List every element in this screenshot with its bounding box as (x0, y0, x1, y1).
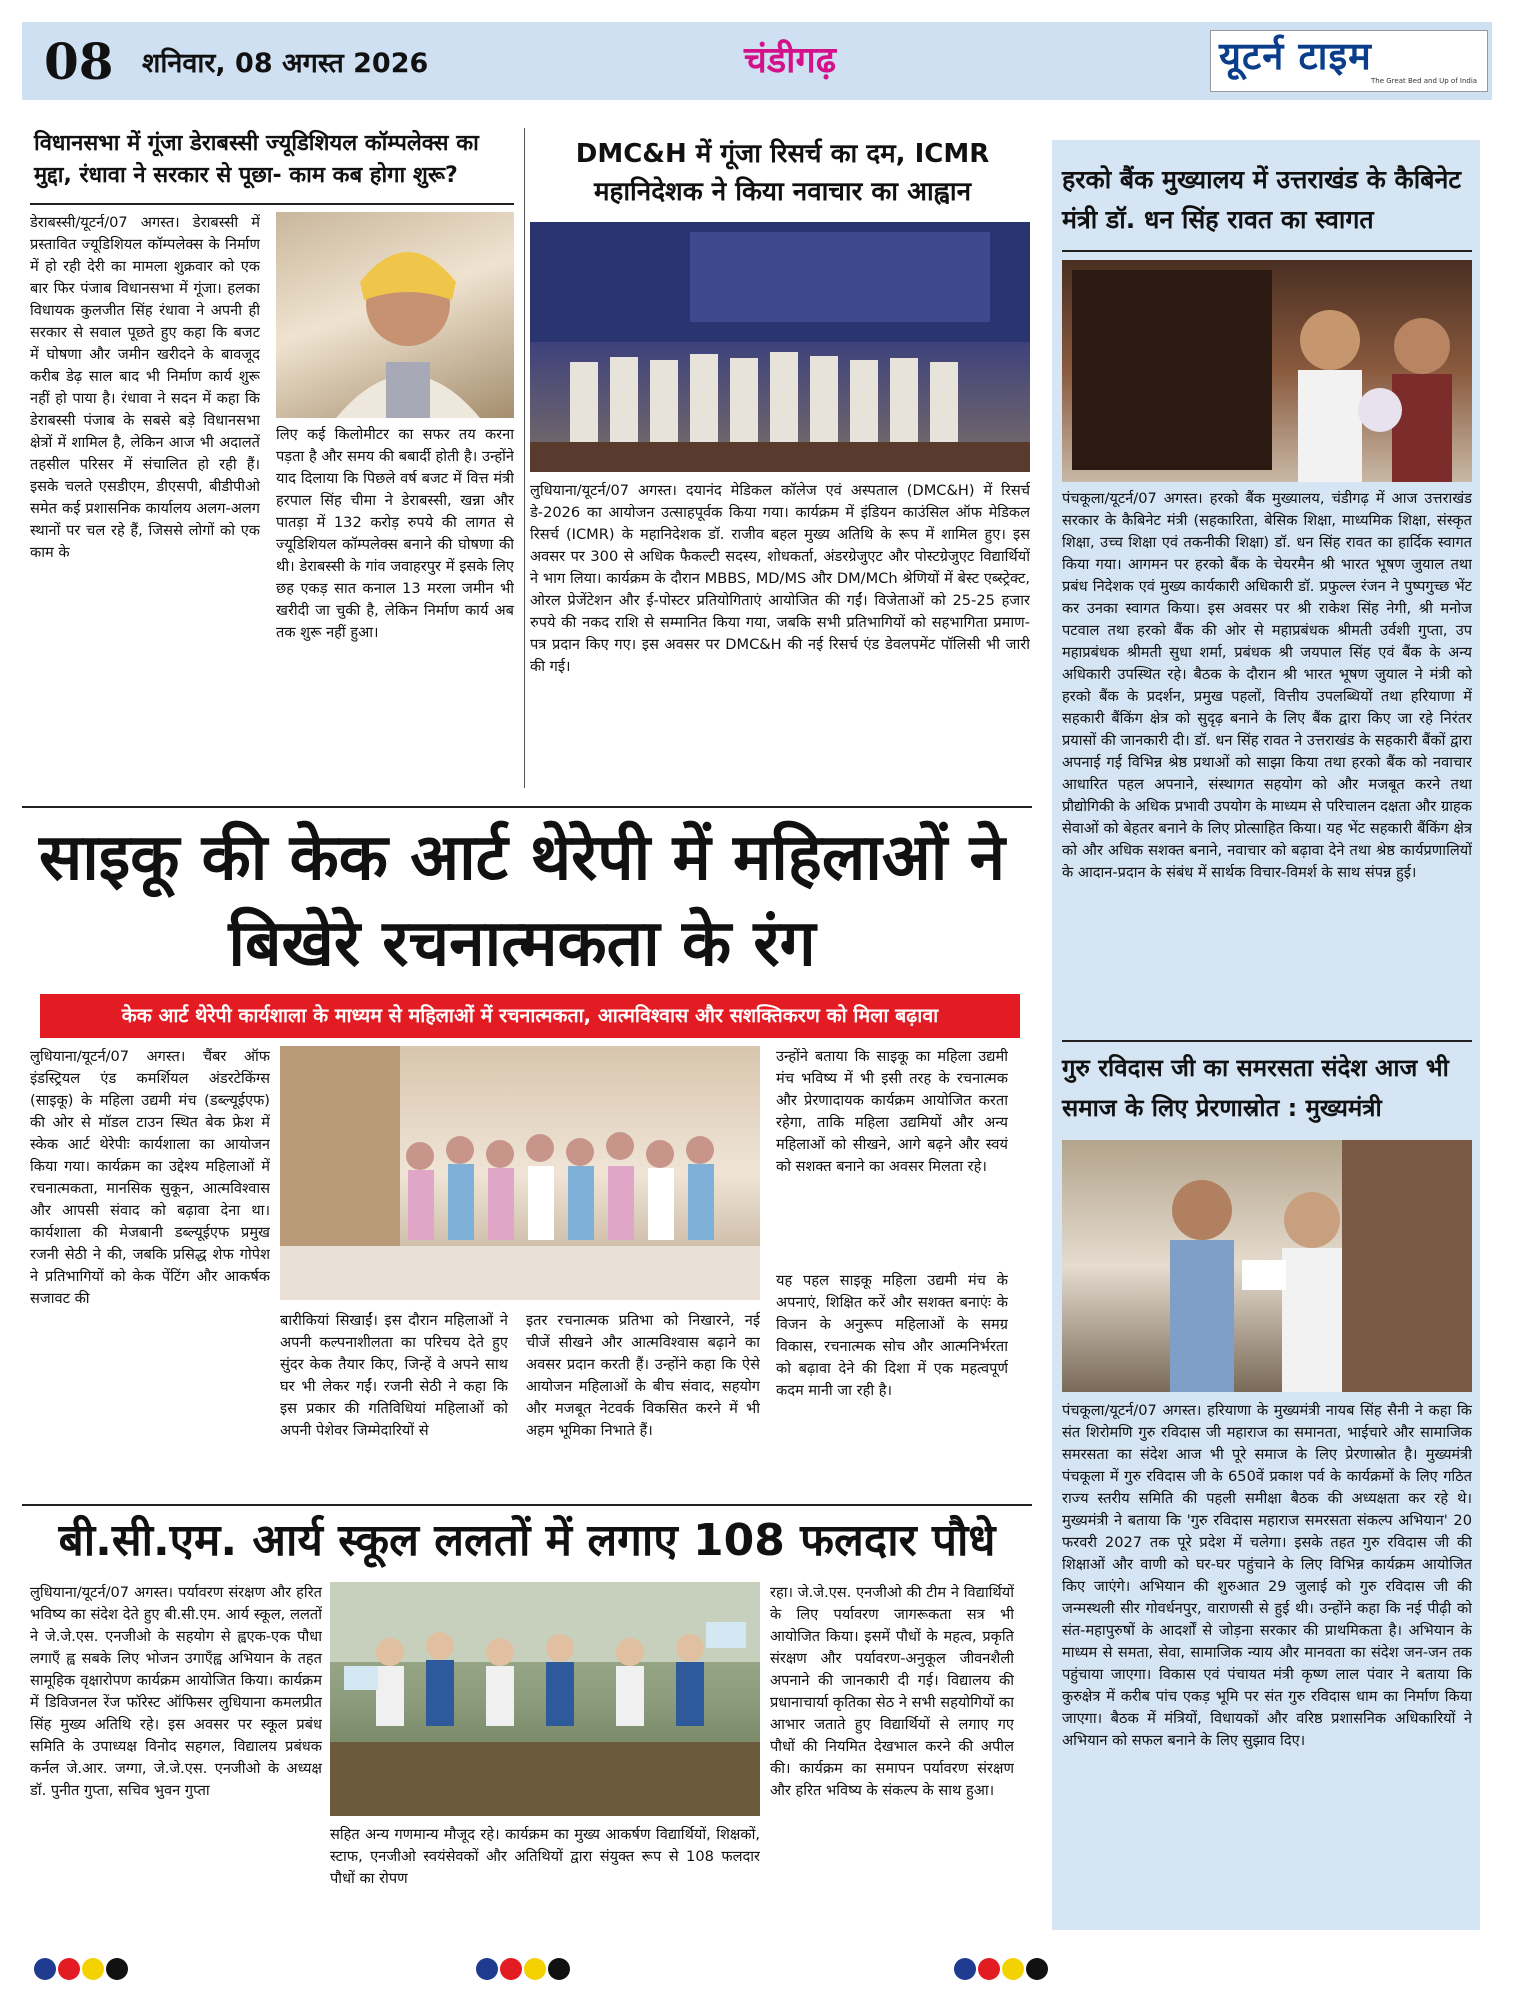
register-dot-blue (476, 1958, 498, 1980)
story5-column-1: लुधियाना/यूटर्न/07 अगस्त। चैंबर ऑफ इंडस्ट्रियल एंड कमर्शियल अंडरटेकिंग्स (साइकू) के महिला उद्यमी मंच (डब्ल्यूईएफ) की ओर से मॉडल टाउन स्थित बेक फ्रेश में स्केक आर्ट थेरेपीः कार्यशाला का आयोजन किया गया। कार्यक्रम का उद्देश्य महिलाओं में रचनात्मकता, मानसिक सुकून, आत्मविश्वास और आपसी संवाद को बढ़ावा देना था। कार्यशाला की मेजबानी डब्ल्यूईएफ प्रमुख रजनी सेठी ने की, जबकि प्रसिद्ध शेफ गोपेश ने प्रतिभागियों को केक पेंटिंग और आकर्षक सजावट की (30, 1048, 270, 1307)
register-dot-yellow (82, 1958, 104, 1980)
register-dot-red (978, 1958, 1000, 1980)
page-number: 08 (44, 32, 114, 91)
story5-subhead-bar: केक आर्ट थेरेपी कार्यशाला के माध्यम से महिलाओं में रचनात्मकता, आत्मविश्वास और सशक्तिकरण को मिला बढ़ावा (40, 994, 1020, 1038)
register-dot-yellow (1002, 1958, 1024, 1980)
story1-photo (276, 212, 514, 418)
story6-headline: बी.सी.एम. आर्य स्कूल ललतों में लगाए 108 फलदार पौधे (58, 1515, 996, 1566)
story2-headline: DMC&H में गूंजा रिसर्च का दम, ICMR महानिदेशक ने किया नवाचार का आह्वान (575, 139, 990, 207)
story5-column-4a: उन्होंने बताया कि साइकू का महिला उद्यमी मंच भविष्य में भी इसी तरह के रचनात्मक और प्रेरणादायक कार्यक्रम आयोजित करता रहेगा, ताकि महिला उद्यमियों और अन्य महिलाओं को सीखने, आगे बढ़ने और स्वयं को सशक्त बनाने का अवसर मिलता रहे। (776, 1048, 1008, 1175)
story2-photo-art (530, 222, 1030, 472)
issue-date: शनिवार, 08 अगस्त 2026 (142, 48, 429, 79)
story5-headline: साइकू की केक आर्ट थेरेपी में महिलाओं ने बिखेरे रचनात्मकता के रंग (38, 821, 1006, 981)
register-dots-center (476, 1958, 572, 1984)
story4-headline: गुरु रविदास जी का समरसता संदेश आज भी समाज के लिए प्रेरणास्रोत : मुख्यमंत्री (1062, 1054, 1449, 1122)
story3-rule (1062, 250, 1472, 252)
story5-top-rule (22, 806, 1032, 808)
story6-top-rule (22, 1504, 1032, 1506)
story5-column-2: बारीकियां सिखाईं। इस दौरान महिलाओं ने अपनी कल्पनाशीलता का परिचय देते हुए सुंदर केक तैयार किए, जिन्हें वे अपने साथ घर भी लेकर गईं। रजनी सेठी ने कहा कि इस प्रकार की गतिविधियां महिलाओं को अपनी पेशेवर जिम्मेदारियों से (280, 1312, 508, 1439)
story6-photo-art (330, 1582, 760, 1816)
register-dot-black (548, 1958, 570, 1980)
story6-column-3: रहा। जे.जे.एस. एनजीओ की टीम ने विद्यार्थियों के लिए पर्यावरण जागरूकता सत्र भी आयोजित किया। इसमें पौधों के महत्व, प्रकृति संरक्षण और पर्यावरण-अनुकूल जीवनशैली अपनाने की जानकारी दी गई। विद्यालय की प्रधानाचार्या कृतिका सेठ ने सभी सहयोगियों का आभार जताते हुए विद्यार्थियों से लगाए गए पौधों की नियमित देखभाल करने की अपील की। कार्यक्रम का समापन पर्यावरण संरक्षण और हरित भविष्य के संकल्प के साथ हुआ। (770, 1584, 1014, 1799)
story4-body: पंचकूला/यूटर्न/07 अगस्त। हरियाणा के मुख्यमंत्री नायब सिंह सैनी ने कहा कि संत शिरोमणि गुरु रविदास जी महाराज का समानता, भाईचारे और सामाजिक समरसता का संदेश आज भी पूरे समाज के लिए प्रेरणास्रोत है। मुख्यमंत्री पंचकूला में गुरु रविदास जी के 650वें प्रकाश पर्व के कार्यक्रमों के लिए गठित राज्य स्तरीय समिति की पहली समीक्षा बैठक की अध्यक्षता कर रहे थे। मुख्यमंत्री ने बताया कि 'गुरु रविदास महाराज समरसता संकल्प अभियान' 20 फरवरी 2027 तक पूरे प्रदेश में चलेगा। इसके तहत गुरु रविदास जी की शिक्षाओं और वाणी को घर-घर पहुंचाने के लिए विभिन्न कार्यक्रम आयोजित किए जाएंगे। अभियान की शुरुआत 29 जुलाई को गुरु रविदास जी की जन्मस्थली सीर गोवर्धनपुर, वाराणसी से हुई थी। उन्होंने कहा कि नई पीढ़ी को संत-महापुरुषों के आदर्शों से जोड़ना सरकार की प्राथमिकता है। अभियान के माध्यम से समता, सेवा, सामाजिक न्याय और मानवता का संदेश जन-जन तक पहुंचाया जाएगा। विकास एवं पंचायत मंत्री कृष्ण लाल पंवार ने बताया कि कुरुक्षेत्र में करीब पांच एकड़ भूमि पर संत गुरु रविदास धाम का निर्माण किया जाएगा। बैठक में मंत्रियों, विधायकों और वरिष्ठ प्रशासनिक अधिकारियों ने अभियान को सफल बनाने के लिए सुझाव दिए। (1062, 1402, 1472, 1749)
story5-photo-art (280, 1046, 760, 1300)
story1-column-1: डेराबस्सी/यूटर्न/07 अगस्त। डेराबस्सी में प्रस्तावित ज्यूडिशियल कॉम्पलेक्स के निर्माण में हो रही देरी का मामला शुक्रवार को एक बार फिर पंजाब विधानसभा में गूंजा। हलका विधायक कुलजीत सिंह रंधावा ने अपनी ही सरकार से सवाल पूछते हुए कहा कि बजट में घोषणा और जमीन खरीदने के बावजूद करीब डेढ़ साल बाद भी निर्माण कार्य शुरू नहीं हो पाया है। रंधावा ने सदन में कहा कि डेराबस्सी पंजाब के सबसे बड़े विधानसभा क्षेत्रों में शामिल है, लेकिन आज भी अदालतें तहसील परिसर में संचालित हो रही हैं। इसके चलते एसडीएम, डीएसपी, बीडीपीओ समेत कई प्रशासनिक कार्यालय अलग-अलग स्थानों पर चल रहे हैं, जिससे लोगों को एक काम के (30, 214, 260, 561)
edition-city: चंडीगढ़ (744, 40, 836, 81)
newspaper-logo (1210, 30, 1488, 92)
logo-text: यूटर्न टाइम (1219, 34, 1372, 78)
register-dot-black (1026, 1958, 1048, 1980)
register-dot-blue (954, 1958, 976, 1980)
story6-column-1: लुधियाना/यूटर्न/07 अगस्त। पर्यावरण संरक्षण और हरित भविष्य का संदेश देते हुए बी.सी.एम. आर्य स्कूल, ललतों ने जे.जे.एस. एनजीओ के सहयोग से ह्वएक-एक पौधा लगाएँ ह्व सबके लिए भोजन उगाएँह्व अभियान के तहत सामूहिक वृक्षारोपण कार्यक्रम आयोजित किया। कार्यक्रम में डिविजनल रेंज फॉरेस्ट ऑफिसर लुधियाना कमलप्रीत सिंह मुख्य अतिथि रहे। इस अवसर पर स्कूल प्रबंध समिति के उपाध्यक्ष विनोद सहगल, विद्यालय प्रबंधक कर्नल जे.आर. जग्गा, जे.जे.एस. एनजीओ के अध्यक्ष डॉ. पुनीत गुप्ता, सचिव भुवन गुप्ता (30, 1584, 322, 1799)
logo-tagline: The Great Bed and Up of India (1371, 77, 1478, 85)
story3-headline: हरको बैंक मुख्यालय में उत्तराखंड के कैबिनेट मंत्री डॉ. धन सिंह रावत का स्वागत (1062, 165, 1461, 234)
register-dot-red (58, 1958, 80, 1980)
story1-headline: विधानसभा में गूंजा डेराबस्सी ज्यूडिशियल कॉम्पलेक्स का मुद्दा, रंधावा ने सरकार से पूछा- काम कब होगा शुरू? (34, 131, 479, 188)
story4-photo-art (1062, 1140, 1472, 1392)
register-dot-blue (34, 1958, 56, 1980)
story5-column-3: इतर रचनात्मक प्रतिभा को निखारने, नई चीजें सीखने और आत्मविश्वास बढ़ाने का अवसर प्रदान करती हैं। उन्होंने कहा कि ऐसे आयोजन महिलाओं के बीच संवाद, सहयोग और मजबूत नेटवर्क विकसित करने में भी अहम भूमिका निभाते हैं। (526, 1312, 760, 1439)
story2-photo (530, 222, 1030, 472)
register-dots-left (34, 1958, 130, 1984)
column-divider (524, 128, 525, 788)
right-column-rule (1062, 1040, 1472, 1042)
register-dot-yellow (524, 1958, 546, 1980)
story3-body: पंचकूला/यूटर्न/07 अगस्त। हरको बैंक मुख्यालय, चंडीगढ़ में आज उत्तराखंड सरकार के कैबिनेट मंत्री (सहकारिता, बेसिक शिक्षा, माध्यमिक शिक्षा, संस्कृत शिक्षा, उच्च शिक्षा एवं तकनीकी शिक्षा) डॉ. धन सिंह रावत का हार्दिक स्वागत किया गया। आगमन पर हरको बैंक के चेयरमैन श्री भारत भूषण जुयाल तथा प्रबंध निदेशक एवं मुख्य कार्यकारी अधिकारी डॉ. प्रफुल्ल रंजन ने पुष्पगुच्छ भेंट कर उनका स्वागत किया। इस अवसर पर श्री राकेश सिंह नेगी, श्री मनोज पटवाल तथा हरको बैंक की ओर से महाप्रबंधक श्रीमती उर्वशी गुप्ता, उप महाप्रबंधक श्रीमती सुधा शर्मा, प्रबंधक श्री जयपाल सिंह एवं बैंक के अन्य अधिकारी उपस्थित रहे। बैठक के दौरान श्री भारत भूषण जुयाल ने मंत्री को हरको बैंक के प्रदर्शन, प्रमुख पहलों, वित्तीय उपलब्धियों तथा हरियाणा में सहकारी बैंकिंग क्षेत्र को सुदृढ़ बनाने के लिए बैंक द्वारा किए जा रहे निरंतर प्रयासों की जानकारी दी। डॉ. धन सिंह रावत ने उत्तराखंड के सहकारी बैंकों द्वारा अपनाई गई विभिन्न श्रेष्ठ प्रथाओं को साझा किया तथा हरको बैंक को नवाचार आधारित पहल अपनाने, संस्थागत सहयोग को और मजबूत करने तथा प्रौद्योगिकी के अधिक प्रभावी उपयोग के माध्यम से परिचालन दक्षता और ग्राहक सेवाओं को बेहतर बनाने के लिए प्रोत्साहित किया। यह भेंट सहकारी बैंकिंग क्षेत्र को और अधिक सशक्त बनाने, नवाचार को बढ़ावा देने तथा श्रेष्ठ कार्यप्रणालियों के आदान-प्रदान के संबंध में सार्थक विचार-विमर्श के साथ संपन्न हुई। (1062, 490, 1472, 881)
story4-photo (1062, 1140, 1472, 1392)
story5-column-4b: यह पहल साइकू महिला उद्यमी मंच के अपनाएं, शिक्षित करें और सशक्त बनाएंः के विजन के अनुरूप महिलाओं के समग्र विकास, रचनात्मक सोच और आत्मनिर्भरता को बढ़ावा देने की दिशा में एक महत्वपूर्ण कदम मानी जा रही है। (776, 1272, 1008, 1399)
story6-column-2: सहित अन्य गणमान्य मौजूद रहे। कार्यक्रम का मुख्य आकर्षण विद्यार्थियों, शिक्षकों, स्टाफ, एनजीओ स्वयंसेवकों और अतिथियों द्वारा संयुक्त रूप से 108 फलदार पौधों का रोपण (330, 1826, 760, 1887)
register-dots-right (954, 1958, 1050, 1984)
register-dot-black (106, 1958, 128, 1980)
story1-rule (30, 203, 514, 205)
register-dot-red (500, 1958, 522, 1980)
story1-column-2: लिए कई किलोमीटर का सफर तय करना पड़ता है और समय की बबार्दी होती है। उन्होंने याद दिलाया कि पिछले वर्ष बजट में वित्त मंत्री हरपाल सिंह चीमा ने डेराबस्सी, खन्ना और पातड़ा में 132 करोड़ रुपये की लागत से ज्यूडिशियल कॉम्पलेक्स बनाने की घोषणा की थी। डेराबस्सी के गांव जवाहरपुर में इसके लिए छह एकड़ सात कनाल 13 मरला जमीन भी खरीदी जा चुकी है, लेकिन निर्माण कार्य अब तक शुरू नहीं हुआ। (276, 426, 514, 641)
story3-photo (1062, 260, 1472, 482)
story1-photo-art (276, 212, 514, 418)
story2-body: लुधियाना/यूटर्न/07 अगस्त। दयानंद मेडिकल कॉलेज एवं अस्पताल (DMC&H) में रिसर्च डे-2026 का आयोजन उत्साहपूर्वक किया गया। कार्यक्रम में इंडियन काउंसिल ऑफ मेडिकल रिसर्च (ICMR) के महानिदेशक डॉ. राजीव बहल मुख्य अतिथि के रूप में शामिल हुए। इस अवसर पर 300 से अधिक फैकल्टी सदस्य, शोधकर्ता, अंडरग्रेजुएट और पोस्टग्रेजुएट विद्यार्थियों ने भाग लिया। कार्यक्रम के दौरान MBBS, MD/MS और DM/MCh श्रेणियों में बेस्ट एब्स्ट्रेक्ट, ओरल प्रेजेंटेशन और ई-पोस्टर प्रतियोगिताएं आयोजित की गईं। विजेताओं को 25-25 हजार रुपये की नकद राशि से सम्मानित किया गया, जबकि सभी प्रतिभागियों को सहभागिता प्रमाण-पत्र प्रदान किए गए। इस अवसर पर DMC&H की नई रिसर्च एंड डेवलपमेंट पॉलिसी भी जारी की गई। (530, 482, 1030, 675)
story6-photo (330, 1582, 760, 1816)
story5-photo (280, 1046, 760, 1300)
story3-photo-art (1062, 260, 1472, 482)
